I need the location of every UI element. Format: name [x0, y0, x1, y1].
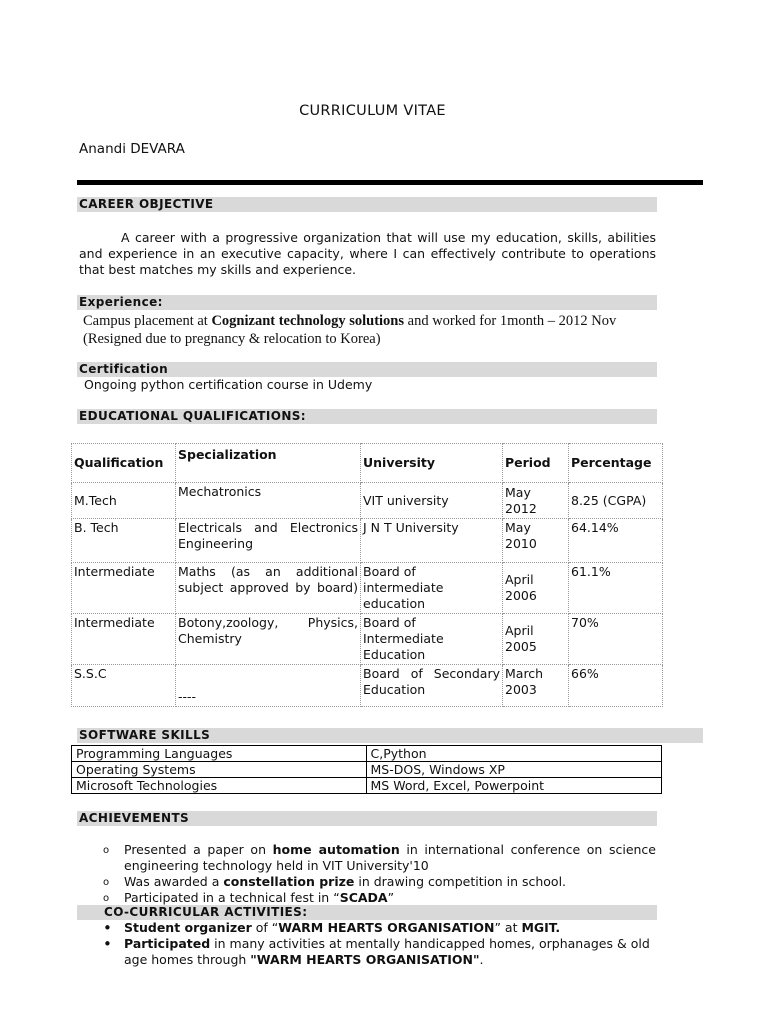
table-cell: MS-DOS, Windows XP: [366, 762, 661, 778]
table-cell: Mechatronics: [176, 483, 361, 519]
achievement-text: Participated in a technical fest in “: [124, 890, 340, 905]
table-row: [72, 762, 662, 778]
software-skills-table: [71, 745, 662, 794]
career-objective-text: A career with a progressive organization that will use my education, skills, abilities and experience in an executive capacity, where I can effectively contribute to operations that best matches my skills and experience.: [79, 230, 656, 277]
cell-text: Board of Secondary Education: [363, 666, 500, 697]
table-cell: VIT university: [361, 483, 503, 519]
achievement-highlight: home automation: [272, 842, 400, 857]
experience-company: Cognizant technology solutions: [211, 313, 405, 329]
activity-highlight: Student organizer: [124, 920, 252, 935]
column-header: University: [361, 444, 503, 483]
table-cell: [176, 563, 361, 614]
cell-text: Botony,zoology, Physics, Chemistry: [178, 615, 358, 646]
table-cell: Operating Systems: [72, 762, 367, 778]
achievement-highlight: constellation prize: [223, 874, 355, 889]
list-item: [103, 890, 656, 906]
achievements-heading: ACHIEVEMENTS: [77, 811, 657, 826]
table-row: [72, 519, 663, 563]
table-cell: Intermediate: [72, 563, 176, 614]
table-cell: [176, 519, 361, 563]
cell-text: Maths (as an additional subject approved by board): [178, 564, 358, 595]
table-cell: 66%: [569, 665, 663, 707]
list-item: [103, 936, 656, 968]
table-row: [72, 614, 663, 665]
column-header: Percentage: [569, 444, 663, 483]
table-cell: ----: [176, 665, 361, 707]
table-cell: 61.1%: [569, 563, 663, 614]
list-item: [103, 842, 656, 874]
table-cell: Board of intermediate education: [361, 563, 503, 614]
software-skills-heading: SOFTWARE SKILLS: [77, 728, 703, 743]
table-row: [72, 778, 662, 794]
table-row: [72, 563, 663, 614]
education-table-header: [72, 444, 663, 483]
achievement-text: in international conference on science engineering technology held in VIT University'10: [124, 842, 656, 873]
experience-line-1: [83, 312, 683, 330]
table-row: [72, 665, 663, 707]
table-cell: Microsoft Technologies: [72, 778, 367, 794]
achievements-list: [103, 842, 656, 906]
table-cell: M.Tech: [72, 483, 176, 519]
activity-highlight: Participated: [124, 936, 211, 951]
certification-text: Ongoing python certification course in Udemy: [84, 377, 373, 392]
document-title: CURRICULUM VITAE: [299, 103, 446, 119]
table-cell: May 2012: [503, 483, 569, 519]
education-table: [71, 443, 663, 707]
table-row: [72, 483, 663, 519]
table-cell: [361, 665, 503, 707]
table-row: [72, 746, 662, 762]
activity-text: in many activities at mentally handicapped homes, orphanages & old age homes through: [124, 936, 650, 967]
certification-heading: Certification: [77, 362, 657, 377]
table-cell: 8.25 (CGPA): [569, 483, 663, 519]
table-cell: J N T University: [361, 519, 503, 563]
table-cell: [176, 614, 361, 665]
column-header: Period: [503, 444, 569, 483]
table-cell: Programming Languages: [72, 746, 367, 762]
table-cell: Board of Intermediate Education: [361, 614, 503, 665]
activity-highlight: "WARM HEARTS ORGANISATION": [250, 952, 480, 967]
activity-text: .: [479, 952, 484, 967]
table-cell: April 2005: [503, 614, 569, 665]
achievement-text: Was awarded a: [124, 874, 224, 889]
experience-suffix: and worked for 1month – 2012 Nov: [404, 313, 617, 329]
table-cell: March 2003: [503, 665, 569, 707]
activity-text: ” at: [494, 920, 522, 935]
achievement-text: in drawing competition in school.: [354, 874, 567, 889]
cocurricular-list: [103, 920, 656, 968]
table-cell: 70%: [569, 614, 663, 665]
table-cell: MS Word, Excel, Powerpoint: [366, 778, 661, 794]
list-item: [103, 874, 656, 890]
achievement-highlight: SCADA: [339, 890, 388, 905]
activity-highlight: MGIT.: [521, 920, 561, 935]
achievement-text: ”: [387, 890, 395, 905]
column-header: Qualification: [72, 444, 176, 483]
activity-highlight: WARM HEARTS ORGANISATION: [278, 920, 495, 935]
experience-prefix: Campus placement at: [83, 313, 212, 329]
table-cell: C,Python: [366, 746, 661, 762]
candidate-name: Anandi DEVARA: [79, 141, 185, 157]
experience-line-2: (Resigned due to pregnancy & relocation to Korea): [83, 331, 381, 347]
career-objective-heading: CAREER OBJECTIVE: [77, 197, 657, 212]
header-divider: [77, 180, 703, 185]
table-cell: B. Tech: [72, 519, 176, 563]
table-cell: May 2010: [503, 519, 569, 563]
table-cell: 64.14%: [569, 519, 663, 563]
table-cell: Intermediate: [72, 614, 176, 665]
experience-heading: Experience:: [77, 295, 657, 310]
list-item: [103, 920, 656, 936]
cocurricular-heading: CO-CURRICULAR ACTIVITIES:: [77, 905, 657, 920]
table-cell: April 2006: [503, 563, 569, 614]
column-header: Specialization: [176, 444, 361, 483]
cell-text: Electricals and Electronics Engineering: [178, 520, 358, 551]
achievement-text: Presented a paper on: [124, 842, 273, 857]
table-cell: S.S.C: [72, 665, 176, 707]
education-heading: EDUCATIONAL QUALIFICATIONS:: [77, 409, 657, 424]
activity-text: of “: [251, 920, 279, 935]
